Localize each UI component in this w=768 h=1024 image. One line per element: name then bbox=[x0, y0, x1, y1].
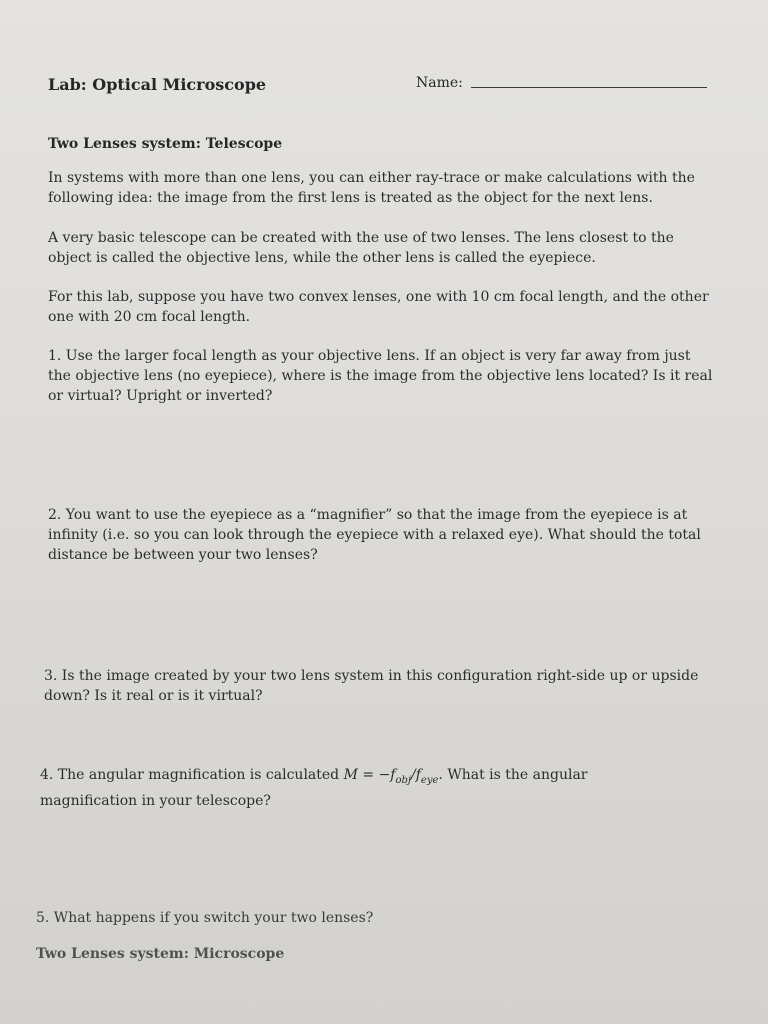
equation-div: /f bbox=[411, 767, 421, 783]
name-label: Name: bbox=[416, 75, 463, 91]
lab-title: Lab: Optical Microscope bbox=[48, 75, 267, 94]
question-4-text-start: 4. The angular magnification is calculated bbox=[40, 767, 344, 783]
equation-sub-obj: obj bbox=[395, 774, 412, 786]
question-1: 1. Use the larger focal length as your objective lens. If an object is very far away from just the objective lens (no eyepiece), where is the image from the objective lens located? Is it real or virtual? Upright or inverted? bbox=[48, 348, 713, 404]
intro-paragraph-2: A very basic telescope can be created with the use of two lenses. The lens closest to the object is called the objective lens, while the other lens is called the eyepiece. bbox=[48, 230, 674, 266]
question-4 bbox=[40, 765, 640, 811]
equation-sub-eye: eye bbox=[420, 774, 439, 786]
equation-rhs: = −f bbox=[357, 767, 396, 783]
intro-paragraph-1: In systems with more than one lens, you can either ray-trace or make calculations with the following idea: the image from the first lens is treated as the object for the next lens. bbox=[48, 170, 695, 206]
name-blank-line bbox=[471, 87, 707, 88]
question-3: 3. Is the image created by your two lens system in this configuration right-side up or upside down? Is it real or is it virtual? bbox=[44, 668, 699, 704]
question-4-text-end: . What is the angular magnification in your telescope? bbox=[40, 767, 588, 809]
section-title-telescope: Two Lenses system: Telescope bbox=[48, 136, 283, 152]
question-5: 5. What happens if you switch your two lenses? bbox=[36, 910, 374, 926]
intro-paragraph-3: For this lab, suppose you have two convex lenses, one with 10 cm focal length, and the other one with 20 cm focal length. bbox=[48, 289, 709, 325]
section-title-microscope: Two Lenses system: Microscope bbox=[36, 946, 285, 962]
question-2: 2. You want to use the eyepiece as a “magnifier” so that the image from the eyepiece is at infinity (i.e. so you can look through the eyepiece with a relaxed eye). What should the total distance be between your two lenses? bbox=[48, 507, 701, 563]
magnification-equation bbox=[343, 767, 439, 786]
equation-lhs: M bbox=[343, 767, 358, 783]
name-field bbox=[416, 75, 707, 91]
